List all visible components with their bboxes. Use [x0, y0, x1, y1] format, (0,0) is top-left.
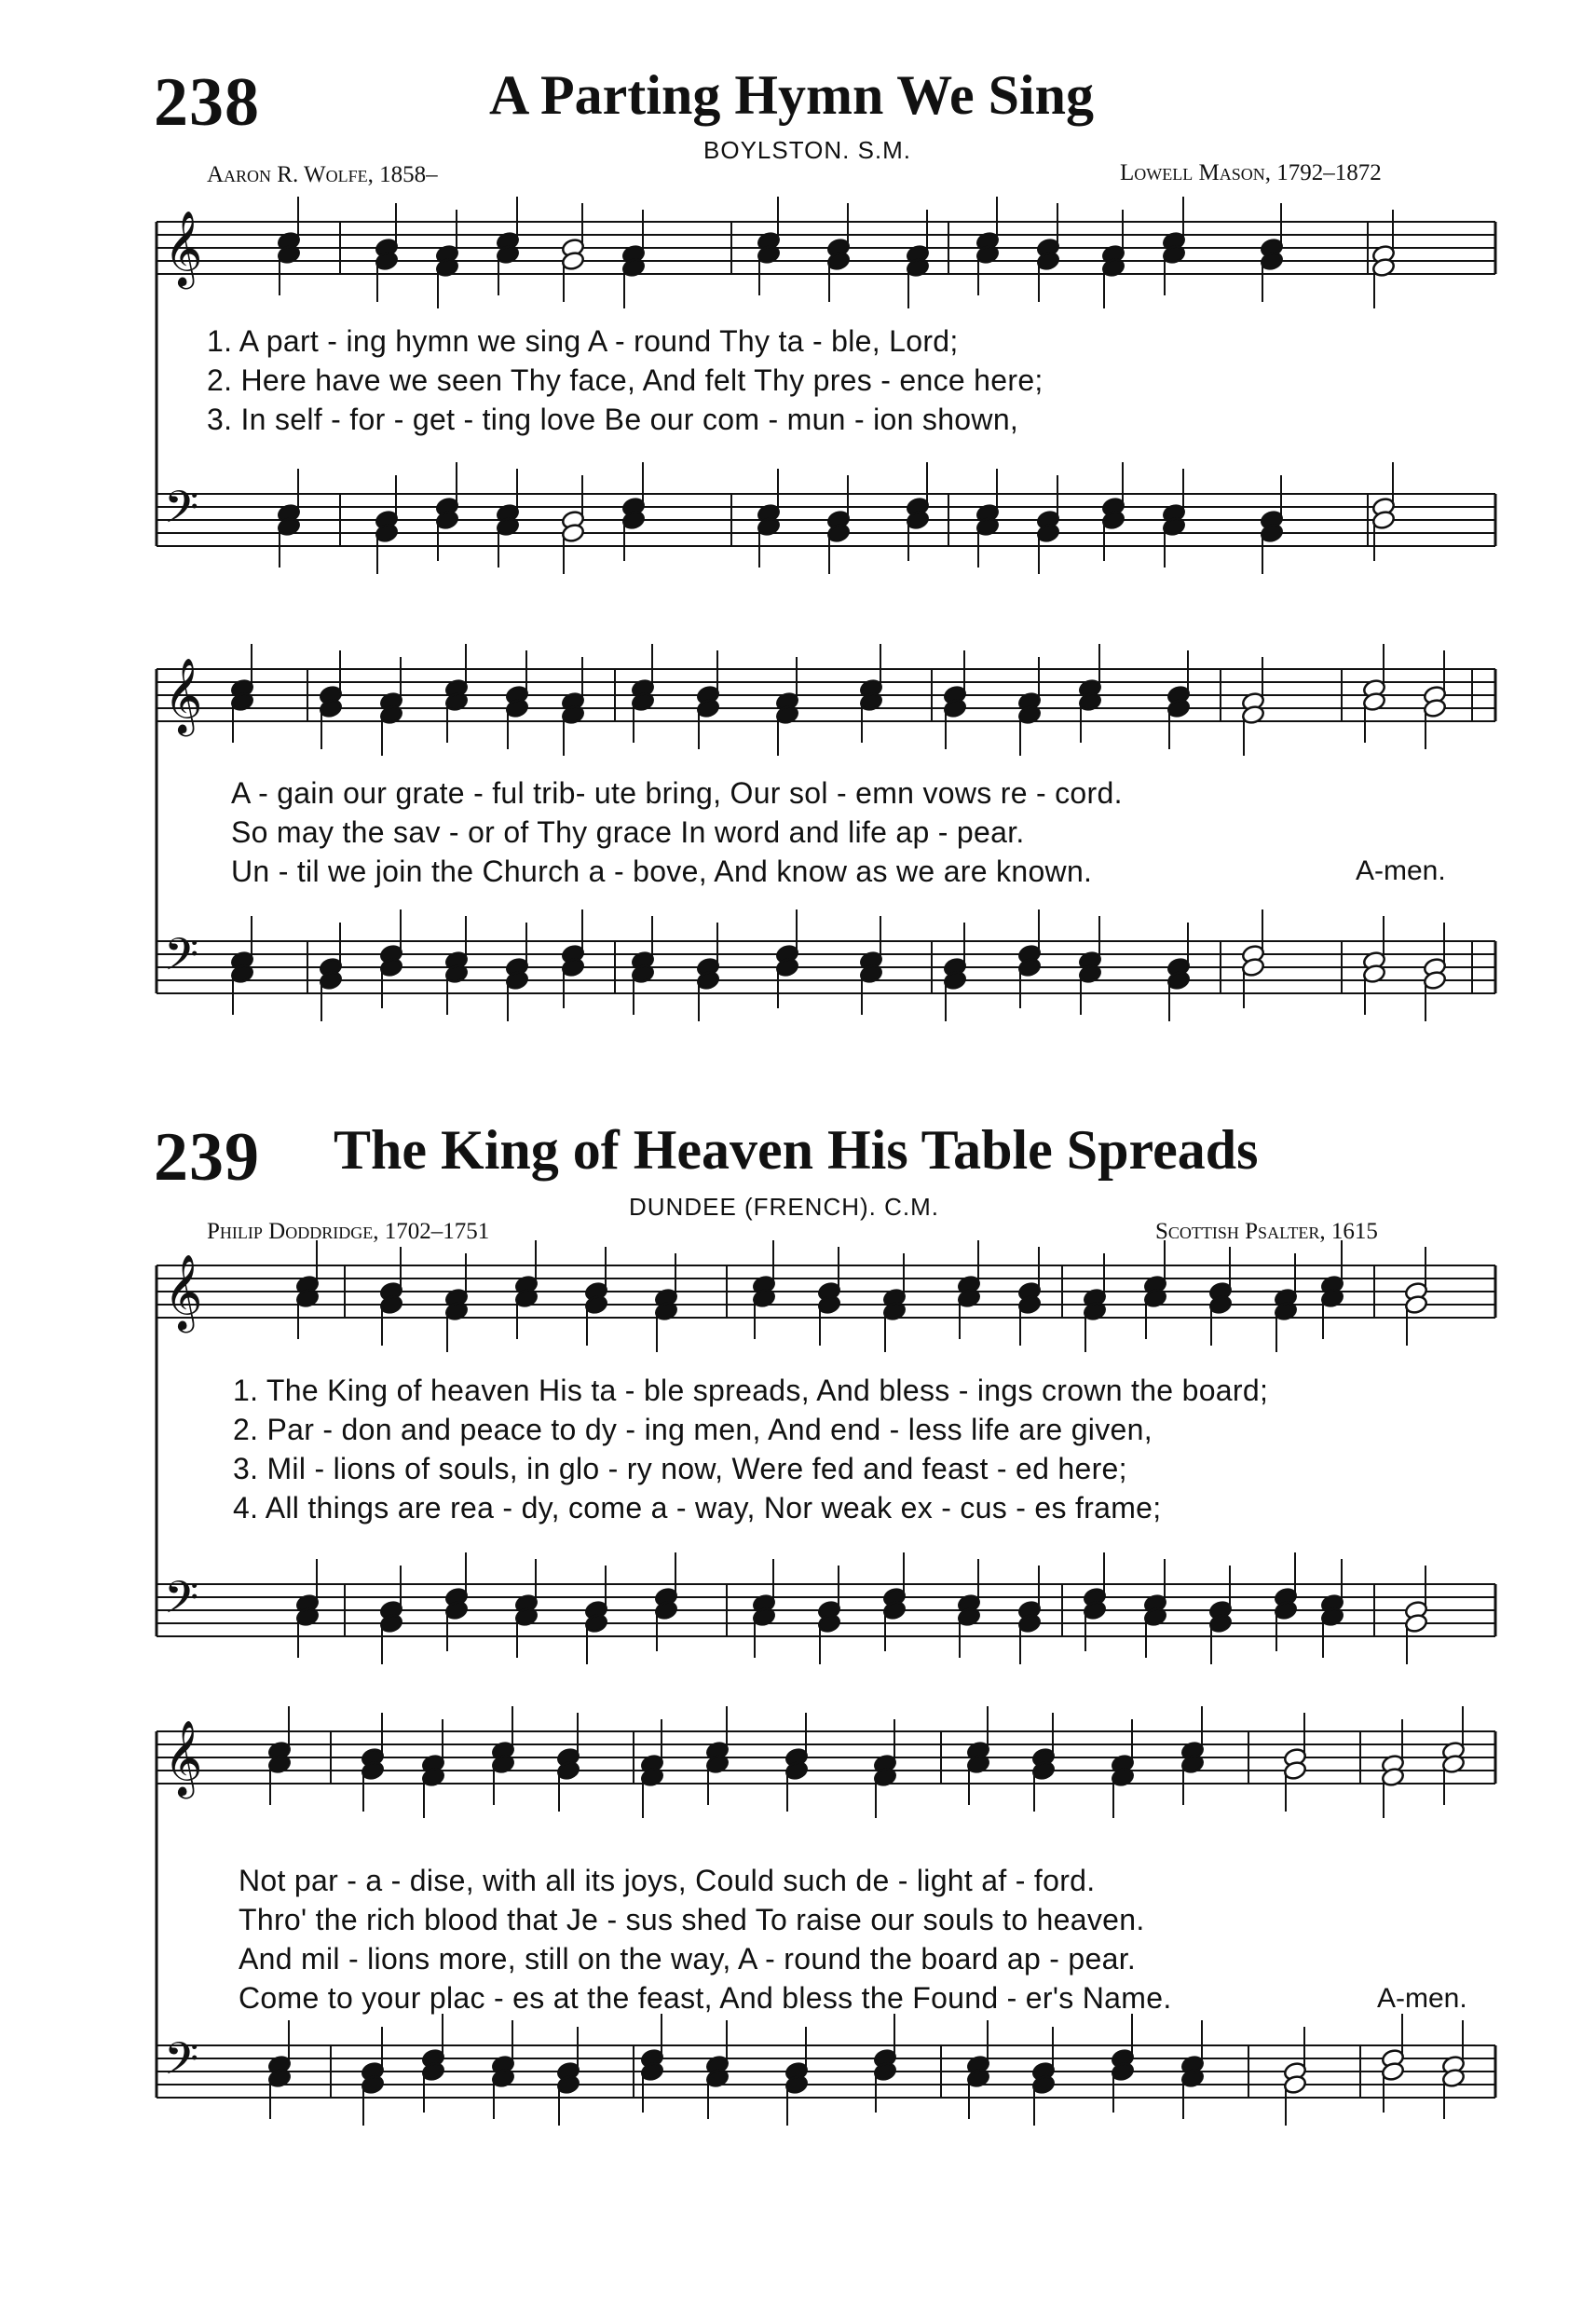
treble-clef: 𝄞 — [164, 210, 203, 286]
tune-name: DUNDEE (FRENCH). C.M. — [629, 1193, 939, 1221]
music-credit: Lowell Mason, 1792–1872 — [1120, 160, 1382, 185]
treble-clef: 𝄞 — [164, 1253, 203, 1330]
bass-clef: 𝄢 — [164, 481, 199, 544]
hymn-title: The King of Heaven His Table Spreads — [334, 1119, 1259, 1181]
words-credit: Aaron R. Wolfe, 1858– — [207, 162, 438, 187]
hymn-number: 238 — [154, 64, 260, 141]
lyric-line: A - gain our grate - ful trib- ute bring, Our sol - emn vows re - cord. — [231, 776, 1123, 810]
hymn-title: A Parting Hymn We Sing — [489, 64, 1094, 126]
bass-clef: 𝄢 — [164, 2032, 199, 2096]
lyric-line: 2. Par - don and peace to dy - ing men, And end - less life are given, — [233, 1413, 1153, 1446]
treble-clef: 𝄞 — [164, 1719, 203, 1796]
lyric-line: 3. In self - for - get - ting love Be our com - mun - ion shown, — [207, 403, 1019, 436]
lyric-line: Not par - a - dise, with all its joys, Could such de - light af - ford. — [239, 1864, 1096, 1897]
treble-clef: 𝄞 — [164, 657, 203, 733]
words-credit: Philip Doddridge, 1702–1751 — [207, 1219, 490, 1244]
lyric-line: 1. The King of heaven His ta - ble spreads, And bless - ings crown the board; — [233, 1374, 1269, 1407]
lyric-line: 1. A part - ing hymn we sing A - round Thy ta - ble, Lord; — [207, 324, 959, 358]
tune-name: BOYLSTON. S.M. — [703, 136, 912, 164]
music-credit: Scottish Psalter, 1615 — [1155, 1219, 1378, 1244]
lyric-line: Un - til we join the Church a - bove, And know as we are known. — [231, 855, 1093, 888]
lyric-line: 4. All things are rea - dy, come a - way, Nor weak ex - cus - es frame; — [233, 1491, 1162, 1525]
lyric-line: So may the sav - or of Thy grace In word and life ap - pear. — [231, 815, 1025, 849]
bass-clef: 𝄢 — [164, 928, 199, 991]
lyric-line: Come to your plac - es at the feast, And bless the Found - er's Name. — [239, 1981, 1172, 2015]
lyric-line: And mil - lions more, still on the way, A - round the board ap - pear. — [239, 1942, 1137, 1976]
amen-text: A-men. — [1356, 855, 1446, 886]
hymn-number: 239 — [154, 1119, 260, 1196]
bass-clef: 𝄢 — [164, 1571, 199, 1634]
lyric-line: Thro' the rich blood that Je - sus shed To raise our souls to heaven. — [239, 1903, 1145, 1936]
amen-text: A-men. — [1377, 1983, 1467, 2014]
lyric-line: 3. Mil - lions of souls, in glo - ry now, Were fed and feast - ed here; — [233, 1452, 1127, 1485]
lyric-line: 2. Here have we seen Thy face, And felt Thy pres - ence here; — [207, 363, 1044, 397]
